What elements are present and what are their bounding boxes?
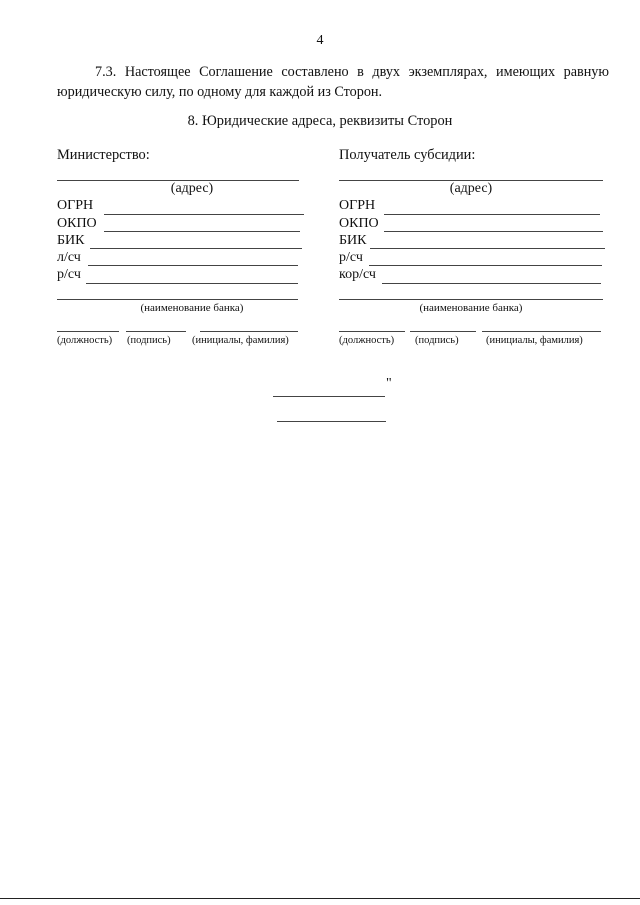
right-address-caption: (адрес): [449, 181, 493, 196]
left-field-ls: л/сч: [57, 250, 81, 265]
right-ogrn-line: [384, 214, 600, 215]
section-title: 8. Юридические адреса, реквизиты Сторон: [187, 113, 453, 129]
right-signature-line: [410, 331, 476, 332]
right-field-rs: р/сч: [339, 250, 363, 265]
right-kors-line: [382, 283, 601, 284]
left-bank-line: [57, 299, 298, 300]
left-address-caption: (адрес): [170, 181, 214, 196]
right-party-label: Получатель субсидии:: [339, 147, 476, 163]
left-party-label: Министерство:: [57, 147, 150, 163]
left-field-bik: БИК: [57, 233, 85, 248]
right-position-line: [339, 331, 405, 332]
page-bottom-border: [0, 898, 640, 899]
left-name-caption: (инициалы, фамилия): [192, 335, 289, 346]
right-field-kors: кор/сч: [339, 267, 376, 282]
right-name-caption: (инициалы, фамилия): [486, 335, 583, 346]
left-bik-line: [90, 248, 302, 249]
right-signature-caption: (подпись): [415, 335, 459, 346]
right-bik-line: [370, 248, 605, 249]
right-bank-line: [339, 299, 603, 300]
right-okpo-line: [384, 231, 603, 232]
clause-line-1: 7.3. Настоящее Соглашение составлено в двух экземплярах, имеющих равную: [95, 64, 609, 80]
left-ls-line: [88, 265, 298, 266]
date-line: [273, 396, 385, 397]
page-number: 4: [316, 33, 324, 48]
quote-mark: ": [386, 376, 392, 391]
left-rs-line: [86, 283, 298, 284]
left-field-okpo: ОКПО: [57, 216, 97, 231]
right-bank-caption: (наименование банка): [419, 302, 523, 314]
number-line: [277, 421, 386, 422]
clause-line-2: юридическую силу, по одному для каждой из Сторон.: [57, 84, 383, 100]
left-name-line: [200, 331, 298, 332]
right-field-ogrn: ОГРН: [339, 198, 376, 213]
left-signature-caption: (подпись): [127, 335, 171, 346]
right-field-okpo: ОКПО: [339, 216, 379, 231]
left-field-rs: р/сч: [57, 267, 81, 282]
left-bank-caption: (наименование банка): [140, 302, 244, 314]
right-rs-line: [369, 265, 602, 266]
left-position-caption: (должность): [57, 335, 113, 346]
left-field-ogrn: ОГРН: [57, 198, 94, 213]
left-signature-line: [126, 331, 186, 332]
left-okpo-line: [104, 231, 300, 232]
left-position-line: [57, 331, 119, 332]
left-ogrn-line: [104, 214, 304, 215]
clause-7-3: [57, 62, 609, 102]
right-position-caption: (должность): [339, 335, 395, 346]
right-name-line: [482, 331, 601, 332]
right-field-bik: БИК: [339, 233, 367, 248]
